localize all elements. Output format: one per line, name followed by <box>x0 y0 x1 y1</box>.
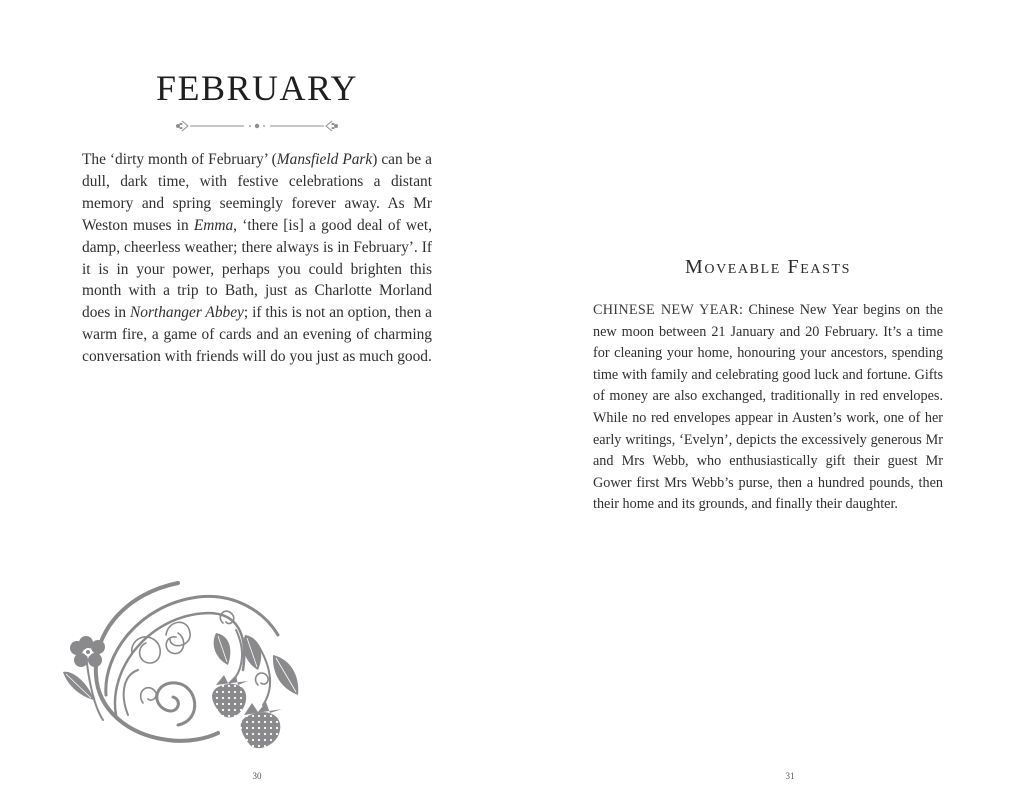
intro-text: ) can be a dull, dark time, with festive celebrations a distant memory and spring seemingly forever away. As Mr Weston muses in <box>82 151 432 234</box>
intro-text: The ‘dirty month of February’ ( <box>82 151 277 168</box>
intro-paragraph <box>82 149 432 368</box>
feast-entry-separator: : <box>738 302 749 318</box>
intro-text: ; if this is not an option, then a warm fire, a game of cards and an evening of charming conversation with friends will do you just as much good. <box>82 304 432 366</box>
right-page <box>512 0 1024 805</box>
book-title-northanger-abbey: Northanger Abbey <box>129 304 244 322</box>
feast-entry-label: CHINESE NEW YEAR <box>593 302 739 318</box>
page-number: 31 <box>785 771 795 781</box>
strawberry-vine-ornament-icon <box>58 575 308 755</box>
book-title-mansfield-park: Mansfield Park <box>276 151 373 168</box>
book-title-emma: Emma <box>193 216 234 234</box>
section-title: Moveable Feasts <box>684 256 852 278</box>
feast-entry <box>593 300 943 516</box>
intro-text: , ‘there [is] a good deal of wet, damp, cheerless weather; there always is in February’. If it is in your power, perhaps you could brighten this month with a trip to Bath, just as Charlotte Morland does in <box>82 216 432 322</box>
vine-divider-icon <box>172 118 342 134</box>
feast-entry-text: Chinese New Year begins on the new moon between 21 January and 20 February. It’s a time for cleaning your home, honouring your ancestors, spending time with family and celebrating good luck and fortune. Gifts of money are also exchanged, traditionally in red envelopes. While no red envelopes appear in Austen’s work, one of her early writings, ‘Evelyn’, depicts the excessively generous Mr and Mrs Webb, who enthusiastically gift their guest Mr Gower first Mrs Webb’s purse, then a hundred pounds, then their home and its grounds, and finally their daughter. <box>593 302 943 513</box>
page-number: 30 <box>252 771 262 781</box>
month-title: FEBRUARY <box>155 68 359 108</box>
